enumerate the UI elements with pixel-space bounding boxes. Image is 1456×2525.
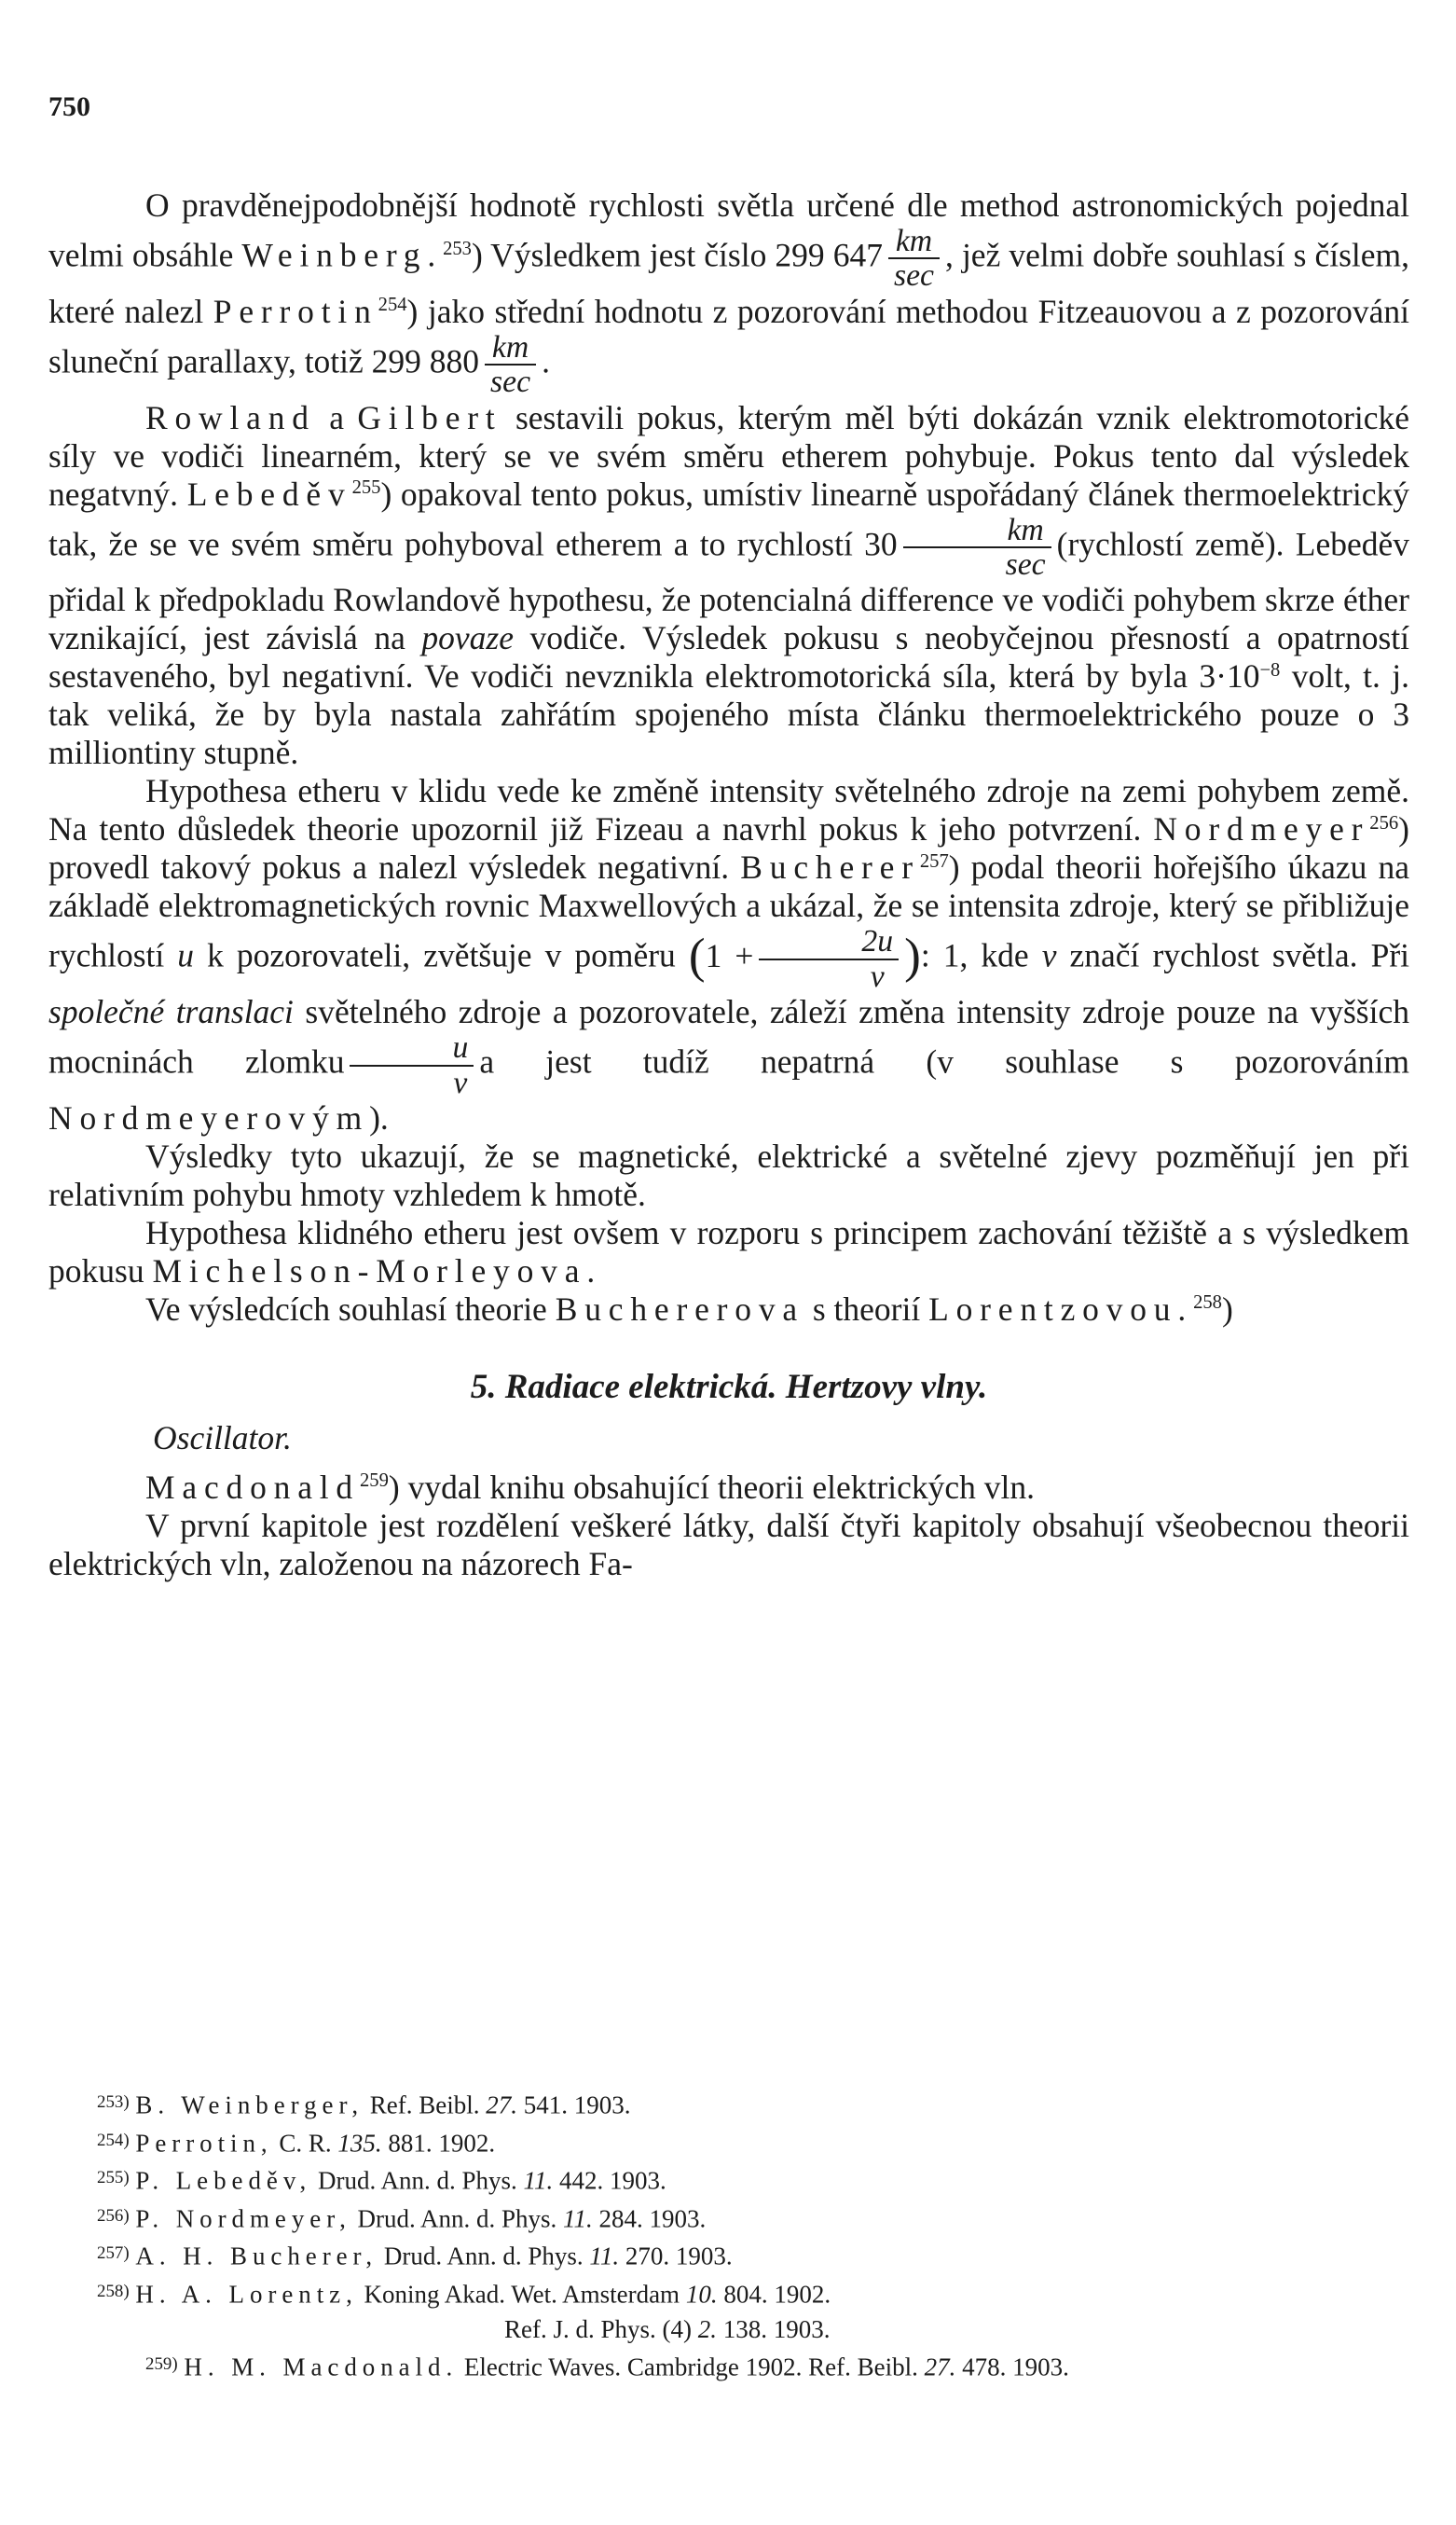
footnote-254: $^{254)}$ Perrotin, C. R. 135. 881. 1902. bbox=[97, 2129, 496, 2158]
footnote-257: $^{257)}$ A. H. Bucherer, Drud. Ann. d. Phys. 11. 270. 1903. bbox=[97, 2242, 733, 2271]
author-name: Lebeděv bbox=[186, 475, 352, 513]
footnote-256: $^{256)}$ P. Nordmeyer, Drud. Ann. d. Phys. 11. 284. 1903. bbox=[97, 2204, 707, 2233]
paragraph-5: Hypothesa klidného etheru jest ovšem v rozporu s principem zachování těžiště a s výsledkem pokusu Michelson-Morleyova. bbox=[48, 1213, 1409, 1290]
author-name: Perrotin bbox=[213, 292, 378, 330]
author-name: Macdonald bbox=[145, 1468, 360, 1506]
footnote-ref: 254 bbox=[378, 295, 407, 316]
footnote-ref: 255 bbox=[351, 476, 381, 498]
footnote-ref: 253 bbox=[443, 238, 472, 259]
footnote-259: $^{259)}$ H. M. Macdonald. Electric Waves. Cambridge 1902. Ref. Beibl. 27. 478. 1903. bbox=[145, 2353, 1069, 2381]
author-name: Michelson-Morleyova bbox=[152, 1251, 587, 1290]
footnotes bbox=[48, 2085, 1409, 2384]
paragraph-6: Ve výsledcích souhlasí theorie Buchererova s theorií Lorentzovou.$^{258}$) bbox=[145, 1290, 1233, 1328]
author-name: Bucherer bbox=[740, 849, 920, 887]
section-title: 5. Radiace elektrická. Hertzovy vlny. bbox=[470, 1367, 988, 1406]
footnote-ref: 257 bbox=[919, 850, 949, 872]
page-number: 750 bbox=[48, 91, 90, 122]
author-name: Rowland bbox=[145, 398, 316, 436]
ratio-fraction: $\frac{u}{v}$ bbox=[350, 1031, 474, 1099]
paragraph-2: Rowland a Gilbert sestavili pokus, kterým měl býti dokázán vznik elektromotorické síly ve vodiči linearném, který se ve svém směru etherem pohybuje. Pokus tento dal výsledek negatvný. Lebeděv$^{255}$) opakoval tento pokus, umístiv linearně uspořádaný článek thermoelektrický tak, že se ve svém směru pohyboval etherem a to rychlostí 30 $\frac{km}{\sec}$ (rychlostí země). Lebeděv přidal k předpokladu Rowlandově hypothesu, že potencialná difference ve vodiči pohybem skrze éther vznikající, jest závislá na povaze vodiče. Výsledek pokusu s neobyčejnou přesností a opatrností sestaveného, byl negativní. Ve vodiči nevznikla elektromotorická síla, která by byla 3·10$^{-8}$ volt, t. j. tak veliká, že by byla nastala zahřátím spojeného místa článku thermoelektrického pouze o 3 milliontiny stupně. bbox=[48, 398, 1410, 772]
section-subtitle: Oscillator. bbox=[153, 1418, 292, 1456]
unit-fraction: $\frac{km}{\sec}$ bbox=[903, 514, 1051, 582]
footnote-ref: 258 bbox=[1193, 1292, 1222, 1314]
ratio-formula: (1 + $\frac{2u}{v}$ ) bbox=[688, 924, 921, 994]
footnote-253: $^{253)}$ B. Weinberger, Ref. Beibl. 27. 541. 1903. bbox=[97, 2090, 631, 2119]
body-text bbox=[48, 186, 1409, 1583]
paragraph-4: Výsledky tyto ukazují, že se magnetické, elektrické a světelné zjevy pozměňují jen při relativním pohybu hmoty vzhledem k hmotě. bbox=[48, 1137, 1409, 1213]
footnote-ref: 256 bbox=[1369, 812, 1399, 834]
paragraph-8: V první kapitole jest rozdělení veškeré látky, další čtyři kapitoly obsahují všeobecnou theorii elektrických vln, založenou na názorech Fa- bbox=[48, 1506, 1409, 1582]
footnote-258: $^{258)}$ H. A. Lorentz, Koning Akad. Wet. Amsterdam 10. 804. 1902. bbox=[97, 2280, 831, 2309]
footnote-258-continued: Ref. J. d. Phys. (4) 2. 138. 1903. bbox=[504, 2314, 831, 2343]
footnote-ref: 259 bbox=[360, 1470, 389, 1492]
unit-fraction: $\frac{km}{\sec}$ bbox=[888, 225, 940, 293]
author-name: Nordmeyer bbox=[1153, 810, 1370, 849]
author-name: Buchererova bbox=[555, 1290, 804, 1328]
paragraph-3: Hypothesa etheru v klidu vede ke změně intensity světelného zdroje na zemi pohybem země. Na tento důsledek theorie upozornil již Fizeau a navrhl pokus k jeho potvrzení. Nordmeyer$^{256}$) provedl takový pokus a nalezl výsledek negativní. Bucherer$^{257}$) podal theorii hořejšího úkazu na základě elektromagnetických rovnic Maxwellových a ukázal, že se intensita zdroje, který se přibližuje rychlostí u k pozorovateli, zvětšuje v poměru (1 + $\frac{2u}{v}$ ): 1, kde v značí rychlost světla. Při společné translaci světelného zdroje a pozorovatele, záleží změna intensity zdroje pouze na vyšších mocninách zlomku $\frac{u}{v}$ a jest tudíž nepatrná (v souhlase s pozorováním Nordmeyerovým). bbox=[48, 772, 1410, 1137]
footnote-255: $^{255)}$ P. Lebeděv, Drud. Ann. d. Phys. 11. 442. 1903. bbox=[97, 2166, 666, 2195]
paragraph-1: O pravděnejpodobnější hodnotě rychlosti světla určené dle method astronomických pojednal velmi obsáhle Weinberg.$^{253}$) Výsledkem jest číslo 299 647 $\frac{km}{\sec}$ , jež velmi dobře souhlasí s číslem, které nalezl Perrotin$^{254}$) jako střední hodnotu z pozorování methodou Fitzeauovou a z pozorování sluneční parallaxy, totiž 299 880 $\frac{km}{\sec}$ . bbox=[48, 186, 1410, 400]
author-name: Nordmeyerovým bbox=[48, 1098, 370, 1137]
author-name: Gilbert bbox=[357, 398, 502, 436]
paragraph-7: Macdonald$^{259}$) vydal knihu obsahující theorii elektrických vln. bbox=[145, 1468, 1035, 1506]
author-name: Lorentzovou. bbox=[928, 1290, 1194, 1328]
author-name: Weinberg. bbox=[241, 236, 444, 274]
unit-fraction: $\frac{km}{\sec}$ bbox=[485, 331, 536, 399]
